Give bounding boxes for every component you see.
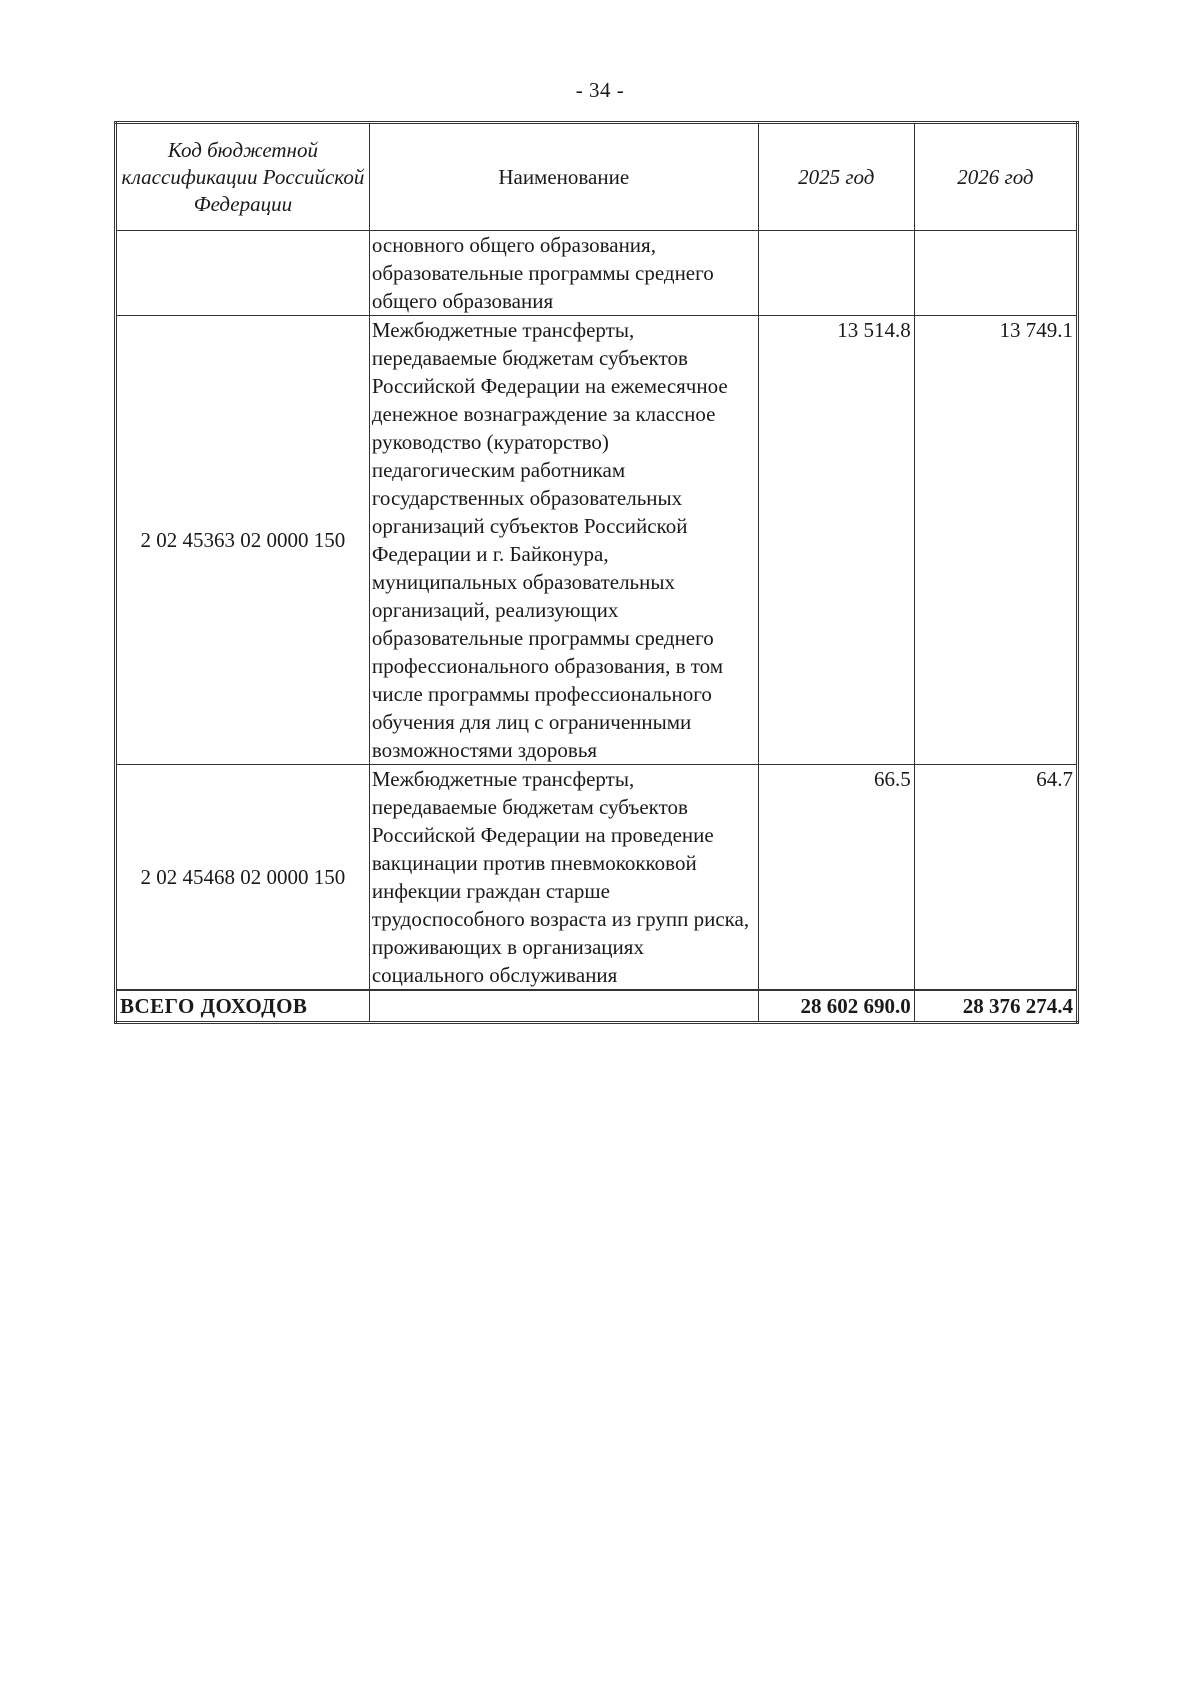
table-row [116, 316, 1078, 765]
row-name: Межбюджетные трансферты, передаваемые бюджетам субъектов Российской Федерации на ежемесячное денежное вознаграждение за классное руководство (кураторство) педагогическим работникам государственных образовательных организаций субъектов Российской Федерации и г. Байконура, муниципальных образовательных организаций, реализующих образовательные программы среднего профессионального образования, в том числе программы профессионального обучения для лиц с ограниченными возможностями здоровья [369, 316, 758, 765]
page-number: - 34 - [575, 78, 625, 102]
row-code: 2 02 45363 02 0000 150 [116, 316, 370, 765]
total-label: ВСЕГО ДОХОДОВ [116, 990, 370, 1023]
table-header-row [116, 123, 1078, 231]
row-code: 2 02 45468 02 0000 150 [116, 765, 370, 991]
row-value-2025: 66.5 [758, 765, 914, 991]
revenue-table [114, 121, 1079, 1024]
header-code: Код бюджетной классификации Российской Федерации [116, 123, 370, 231]
row-value-2026 [914, 231, 1077, 316]
row-name: Межбюджетные трансферты, передаваемые бюджетам субъектов Российской Федерации на проведение вакцинации против пневмококковой инфекции граждан старше трудоспособного возраста из групп риска, проживающих в организациях социального обслуживания [369, 765, 758, 991]
header-year-2025: 2025 год [758, 123, 914, 231]
total-name [369, 990, 758, 1023]
total-row [116, 990, 1078, 1023]
header-name: Наименование [369, 123, 758, 231]
header-year-2026: 2026 год [914, 123, 1077, 231]
row-value-2025: 13 514.8 [758, 316, 914, 765]
table-row [116, 765, 1078, 991]
total-value-2026: 28 376 274.4 [914, 990, 1077, 1023]
row-value-2026: 64.7 [914, 765, 1077, 991]
row-name: основного общего образования, образовательные программы среднего общего образования [369, 231, 758, 316]
table-row [116, 231, 1078, 316]
row-value-2026: 13 749.1 [914, 316, 1077, 765]
total-value-2025: 28 602 690.0 [758, 990, 914, 1023]
row-code [116, 231, 370, 316]
row-value-2025 [758, 231, 914, 316]
